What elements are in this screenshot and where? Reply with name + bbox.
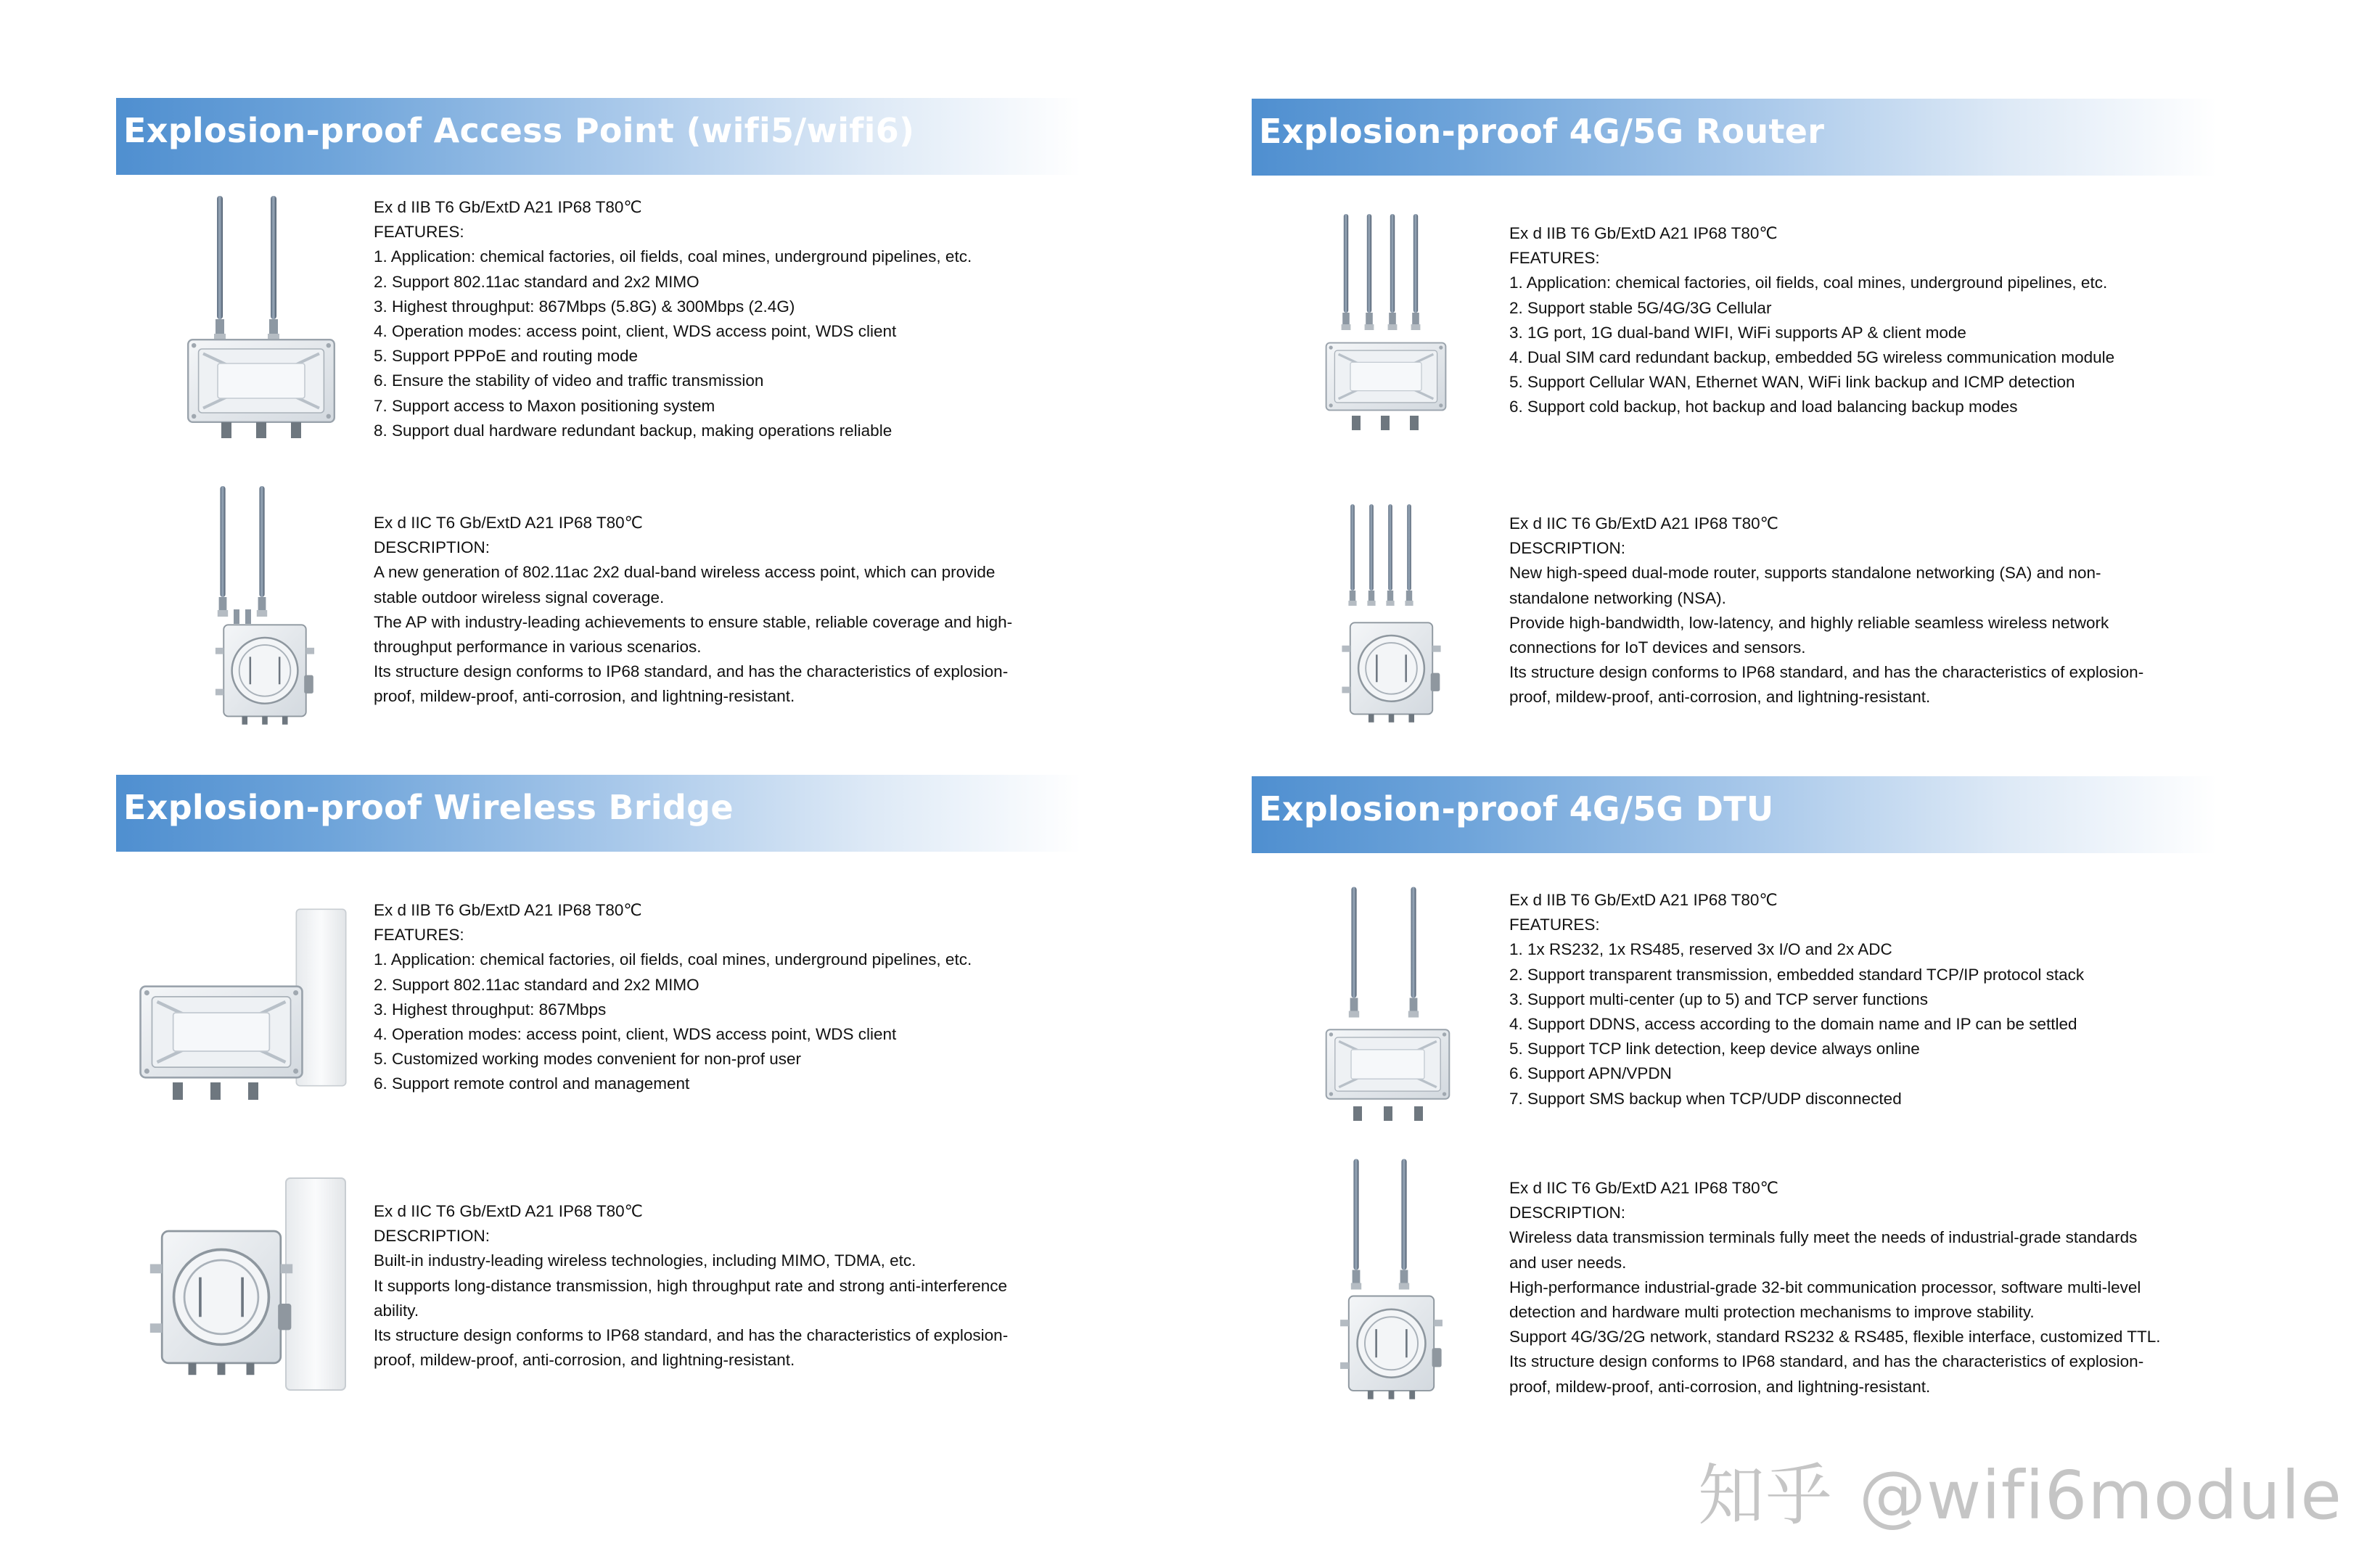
feature-line: 6. Support remote control and management bbox=[374, 1074, 690, 1093]
description-line: High-performance industrial-grade 32-bit communication processor, software multi-level bbox=[1509, 1278, 2141, 1296]
feature-line: 5. Support Cellular WAN, Ethernet WAN, WiFi link backup and ICMP detection bbox=[1509, 373, 2075, 392]
description-line: The AP with industry-leading achievements to ensure stable, reliable coverage and high- bbox=[374, 612, 1013, 631]
feature-line: 6. Support APN/VPDN bbox=[1509, 1064, 1672, 1083]
section-banner bbox=[116, 775, 1081, 852]
feature-line: 8. Support dual hardware redundant backup, making operations reliable bbox=[374, 421, 892, 440]
rating-line: Ex d IIC T6 Gb/ExtD A21 IP68 T80℃ bbox=[374, 1202, 643, 1220]
section-label: FEATURES: bbox=[374, 926, 464, 945]
rating-line: Ex d IIC T6 Gb/ExtD A21 IP68 T80℃ bbox=[1509, 1179, 1778, 1197]
description-line: proof, mildew-proof, anti-corrosion, and lightning-resistant. bbox=[1509, 688, 1931, 707]
description-line: proof, mildew-proof, anti-corrosion, and lightning-resistant. bbox=[1509, 1377, 1931, 1396]
feature-line: 5. Support TCP link detection, keep device always online bbox=[1509, 1040, 1920, 1058]
feature-line: 3. 1G port, 1G dual-band WIFI, WiFi supports AP & client mode bbox=[1509, 323, 1966, 342]
description-line: Support 4G/3G/2G network, standard RS232 & RS485, flexible interface, customized TTL. bbox=[1509, 1328, 2161, 1346]
section-title: Explosion-proof 4G/5G Router bbox=[1259, 112, 1825, 151]
description-line: Its structure design conforms to IP68 standard, and has the characteristics of explosion- bbox=[1509, 1352, 2144, 1371]
product-spec-text bbox=[374, 898, 972, 1097]
zhihu-logo: 知乎 bbox=[1697, 1457, 1833, 1534]
bridge-round-panel-icon bbox=[149, 1175, 356, 1393]
feature-line: 1. Application: chemical factories, oil fields, coal mines, underground pipelines, etc. bbox=[374, 247, 972, 266]
rating-line: Ex d IIB T6 Gb/ExtD A21 IP68 T80℃ bbox=[374, 198, 642, 216]
section-label: DESCRIPTION: bbox=[374, 1227, 491, 1246]
rating-line: Ex d IIB T6 Gb/ExtD A21 IP68 T80℃ bbox=[1509, 891, 1778, 909]
rating-line: Ex d IIC T6 Gb/ExtD A21 IP68 T80℃ bbox=[374, 514, 643, 532]
feature-line: 2. Support 802.11ac standard and 2x2 MIMO bbox=[374, 272, 699, 291]
product-spec-text bbox=[1509, 1176, 2161, 1399]
watermark-handle: @wifi6module bbox=[1858, 1457, 2342, 1534]
router-four-antenna-box-icon bbox=[1324, 207, 1448, 435]
router-four-antenna-round-icon bbox=[1331, 493, 1455, 725]
feature-line: 3. Highest throughput: 867Mbps (5.8G) & 300Mbps (2.4G) bbox=[374, 297, 795, 316]
description-line: Its structure design conforms to IP68 standard, and has the characteristics of explosion- bbox=[374, 662, 1009, 681]
feature-line: 5. Customized working modes convenient for non-prof user bbox=[374, 1050, 802, 1069]
description-line: Provide high-bandwidth, low-latency, and highly reliable seamless wireless network bbox=[1509, 613, 2109, 632]
product-spec-text bbox=[374, 511, 1012, 710]
description-line: stable outdoor wireless signal coverage. bbox=[374, 588, 665, 606]
feature-line: 1. Application: chemical factories, oil fields, coal mines, underground pipelines, etc. bbox=[1509, 273, 2108, 292]
feature-line: 7. Support access to Maxon positioning system bbox=[374, 396, 715, 415]
section-label: FEATURES: bbox=[374, 223, 464, 242]
description-line: and user needs. bbox=[1509, 1253, 1627, 1272]
feature-line: 4. Dual SIM card redundant backup, embedded 5G wireless communication module bbox=[1509, 348, 2115, 367]
rating-line: Ex d IIC T6 Gb/ExtD A21 IP68 T80℃ bbox=[1509, 514, 1778, 532]
ap-two-antenna-box-icon bbox=[185, 196, 337, 443]
description-line: It supports long-distance transmission, high throughput rate and strong anti-interference bbox=[374, 1276, 1007, 1295]
ap-two-antenna-round-icon bbox=[196, 486, 341, 725]
feature-line: 4. Operation modes: access point, client, WDS access point, WDS client bbox=[374, 322, 897, 341]
watermark bbox=[1698, 1442, 2342, 1538]
section-title: Explosion-proof Access Point (wifi5/wifi6) bbox=[123, 111, 915, 150]
feature-line: 5. Support PPPoE and routing mode bbox=[374, 347, 638, 366]
description-line: proof, mildew-proof, anti-corrosion, and lightning-resistant. bbox=[374, 687, 795, 706]
feature-line: 3. Highest throughput: 867Mbps bbox=[374, 1000, 607, 1019]
section-banner bbox=[1252, 99, 2217, 176]
description-line: connections for IoT devices and sensors. bbox=[1509, 638, 1806, 657]
bridge-box-panel-icon bbox=[138, 892, 363, 1110]
feature-line: 6. Ensure the stability of video and traffic transmission bbox=[374, 371, 764, 390]
feature-line: 2. Support stable 5G/4G/3G Cellular bbox=[1509, 298, 1772, 317]
description-line: New high-speed dual-mode router, supports standalone networking (SA) and non- bbox=[1509, 564, 2101, 583]
description-line: Built-in industry-leading wireless technologies, including MIMO, TDMA, etc. bbox=[374, 1251, 916, 1270]
feature-line: 1. 1x RS232, 1x RS485, reserved 3x I/O and 2x ADC bbox=[1509, 940, 1892, 959]
rating-line: Ex d IIB T6 Gb/ExtD A21 IP68 T80℃ bbox=[1509, 224, 1778, 242]
description-line: Wireless data transmission terminals fully meet the needs of industrial-grade standards bbox=[1509, 1228, 2138, 1247]
section-title: Explosion-proof Wireless Bridge bbox=[123, 788, 734, 827]
feature-line: 7. Support SMS backup when TCP/UDP disconnected bbox=[1509, 1089, 1902, 1108]
feature-line: 3. Support multi-center (up to 5) and TCP server functions bbox=[1509, 990, 1928, 1008]
feature-line: 6. Support cold backup, hot backup and load balancing backup modes bbox=[1509, 398, 2018, 416]
section-label: FEATURES: bbox=[1509, 916, 1600, 934]
section-banner bbox=[116, 98, 1081, 175]
product-spec-text bbox=[374, 1199, 1008, 1373]
product-spec-text bbox=[1509, 888, 2084, 1111]
dtu-two-antenna-round-icon bbox=[1328, 1153, 1458, 1404]
description-line: proof, mildew-proof, anti-corrosion, and lightning-resistant. bbox=[374, 1351, 795, 1370]
section-label: DESCRIPTION: bbox=[374, 538, 491, 557]
section-title: Explosion-proof 4G/5G DTU bbox=[1259, 789, 1774, 828]
feature-line: 2. Support transparent transmission, embedded standard TCP/IP protocol stack bbox=[1509, 965, 2085, 984]
description-line: Its structure design conforms to IP68 standard, and has the characteristics of explosion- bbox=[1509, 663, 2144, 682]
feature-line: 4. Operation modes: access point, client, WDS access point, WDS client bbox=[374, 1025, 897, 1044]
section-label: DESCRIPTION: bbox=[1509, 539, 1626, 558]
product-spec-text bbox=[1509, 511, 2143, 710]
description-line: A new generation of 802.11ac 2x2 dual-band wireless access point, which can provide bbox=[374, 563, 996, 582]
section-label: FEATURES: bbox=[1509, 249, 1600, 268]
product-spec-text bbox=[374, 195, 972, 443]
dtu-two-antenna-box-icon bbox=[1324, 881, 1455, 1124]
feature-line: 4. Support DDNS, access according to the domain name and IP can be settled bbox=[1509, 1015, 2077, 1034]
description-line: Its structure design conforms to IP68 standard, and has the characteristics of explosion- bbox=[374, 1326, 1009, 1345]
description-line: throughput performance in various scenarios. bbox=[374, 638, 702, 657]
rating-line: Ex d IIB T6 Gb/ExtD A21 IP68 T80℃ bbox=[374, 901, 642, 919]
section-label: DESCRIPTION: bbox=[1509, 1204, 1626, 1222]
description-line: standalone networking (NSA). bbox=[1509, 588, 1726, 607]
product-spec-text bbox=[1509, 221, 2114, 420]
feature-line: 1. Application: chemical factories, oil fields, coal mines, underground pipelines, etc. bbox=[374, 950, 972, 969]
description-line: detection and hardware multi protection mechanisms to improve stability. bbox=[1509, 1303, 2035, 1322]
section-banner bbox=[1252, 776, 2217, 853]
description-line: ability. bbox=[374, 1301, 419, 1320]
feature-line: 2. Support 802.11ac standard and 2x2 MIMO bbox=[374, 975, 699, 994]
